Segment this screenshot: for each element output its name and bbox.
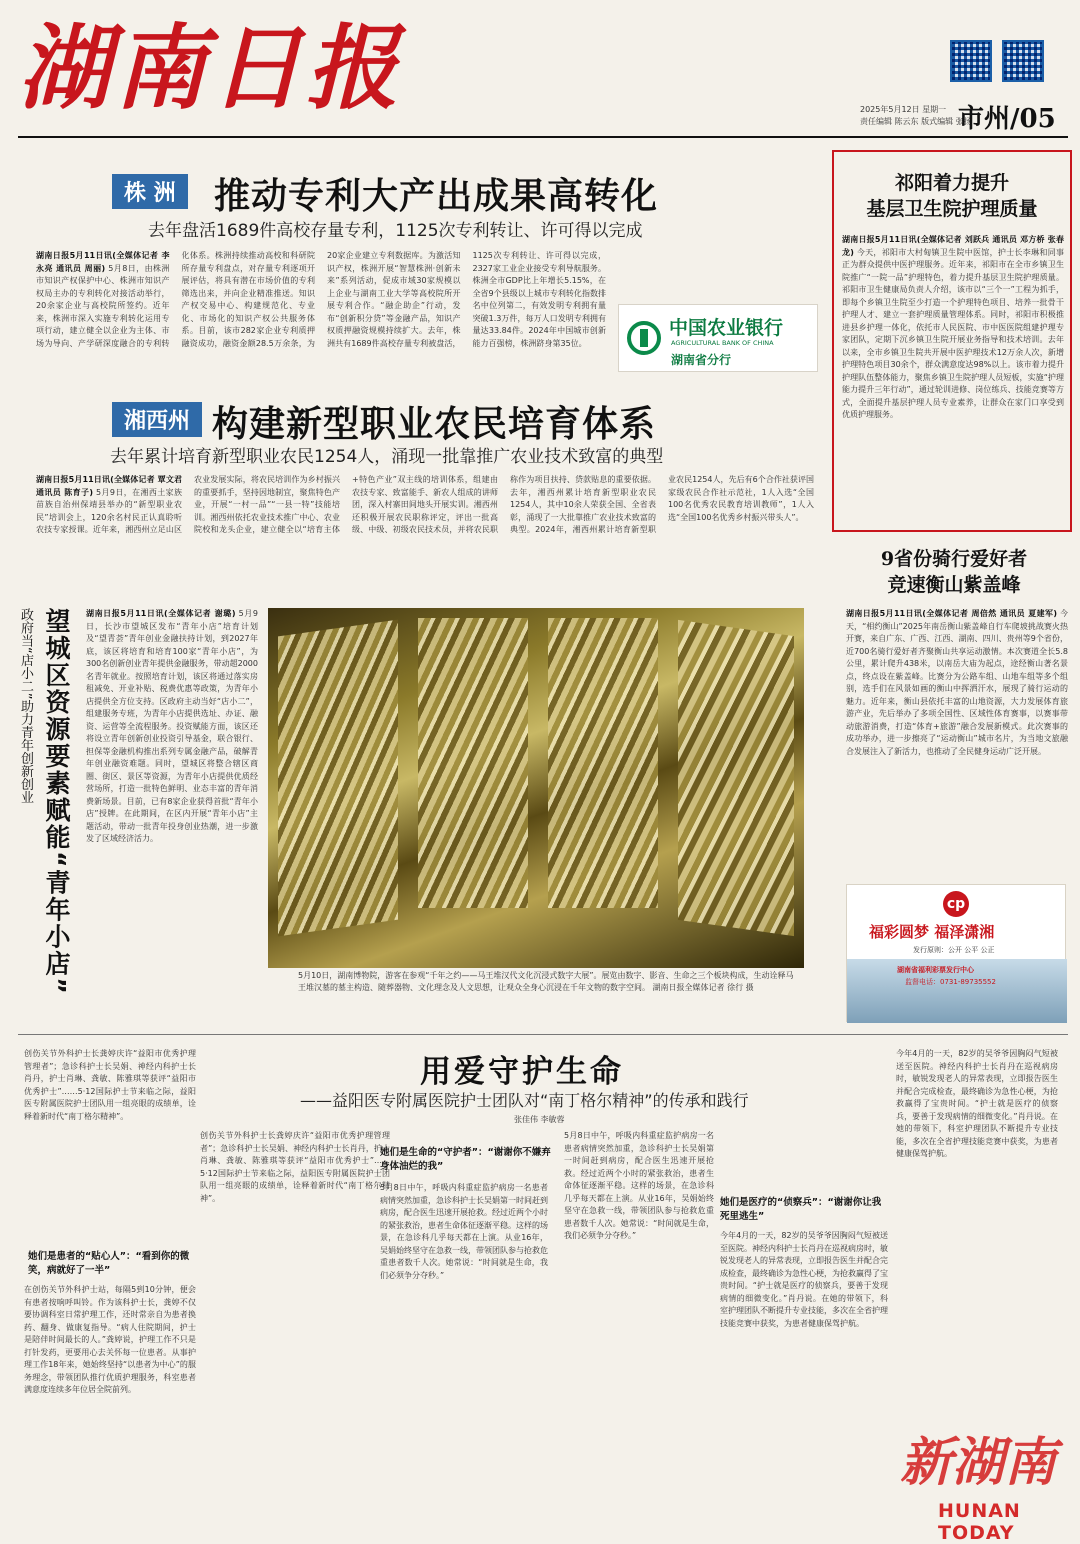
story1-subhead: 去年盘活1689件高校存量专利，1125次专利转让、许可得以完成 bbox=[148, 221, 643, 241]
wangcheng-text: 5月9日，长沙市望城区发布“青年小店”培育计划及“望青荟”青年创业金融扶持计划，到2027年底，该区将培育和培育100家“青年小店”，为300名创新创业青年提供金融服务，带动超2000名青年就业。按照培育计划，该区将通过落实房租减免、开业补贴、税费优惠等政策，为青年小店提供全方位支持。区政府主动当好“店小二”，组建服务专班，为青年小店提供选址、办证、融资、运营等全流程服务。投资赋能方面，该区还将设立青年创新创业投资引导基金，联合银行、担保等金融机构推出系列专属金融产品，破解青年创业融资难题。同时，望城区将整合辖区商圈、街区、景区等资源，为青年小店提供优质经营场所，打造一批特色鲜明、业态丰富的青年消费新场景。目前，已有8家企业获得首批“青年小店”授牌。在此期间，在区内开展“青年小店”主题活动，带动一批青年投身创业热潮，进一步激发了区域经济活力。 bbox=[86, 609, 258, 843]
cycling-text: 今天，“相约衡山”2025年南岳衡山紫盖峰自行车爬坡挑战赛火热开赛，来自广东、广西、江西、湖南、四川、贵州等9个省份，近700名骑行爱好者齐聚衡山共享运动激情。本次赛道全长5.8公里，累计爬升438米，以南岳大庙为起点，途经衡山著名景点，终点设在紫盖峰。比赛分为公路车组、山地车组等多个组别，选手们在风景如画的衡山中挥洒汗水，展现了骑行运动的魅力。近年来，衡山县依托丰富的山地资源，大力发展体育旅游产业，先后举办了多项全国性、区域性体育赛事，以赛事带动旅游消费，打造“体育+旅游”融合发展新模式。此次赛事的成功举办，进一步擦亮了“运动衡山”城市名片，为当地文旅融合发展注入了新活力，也推动了全民健身运动广泛开展。 bbox=[846, 609, 1069, 756]
story1-byline: 湖南日报5月11日讯(全媒体记者 李永亮 通讯员 周丽) bbox=[36, 251, 170, 273]
photo-caption bbox=[298, 970, 798, 1006]
lottery-slogan: 福彩圆梦 福泽潇湘 bbox=[869, 923, 995, 941]
wangcheng-headline: 望城区资源要素赋能“青年小店” bbox=[42, 608, 71, 996]
qiyang-text: 今天，祁阳市大村甸镇卫生院中医馆，护士长李琳和同事正为群众提供中医护理服务。近年来，祁阳市在全市乡镇卫生院推广“一院一品”护理特色，着力提升基层卫生院护理质量。祁阳市卫生健康局负责人介绍，该市以“三个一”工程为抓手，即每个乡镇卫生院至少打造一个护理特色项目、培养一批骨干护理人才、建立一套护理质量管理体系。同时，祁阳市积极推进县乡护理一体化，依托市人民医院、市中医医院组建护理专家团队，定期下沉乡镇卫生院开展业务指导和技术培训。去年以来，全市乡镇卫生院共开展中医护理技术12万余人次，新增护理特色项目30余个，群众满意度达98%以上。该市着力提升护理队伍整体能力，聚焦乡镇卫生院护理人员短板，实施“护理能力提升三年行动”，通过轮训进修、岗位练兵、技能竞赛等方式，全面提升基层护理人员专业素养，让群众在家门口享受到优质护理服务。 bbox=[842, 247, 1065, 419]
masthead-rule bbox=[18, 136, 1068, 138]
lottery-center: 湖南省福利彩票发行中心 bbox=[897, 966, 974, 974]
story1-text: 5月8日，由株洲市知识产权保护中心、株洲市知识产权局主办的专利转化对接活动举行，20余家企业与高校院所签约。近年来，株洲市深入实施专利转化运用专项行动，建立健全以企业为主体、市场为导向、产学研深度融合的专利转化体系。株洲持续推动高校和科研院所存量专利盘点，对存量专利逐项开展评估，将具有潜在市场价值的专利筛选出来，并向企业精准推送。知识产权交易中心、构建规范化、专业化、市场化的知识产权公共服务体系。目前，该市282家企业专利质押融资成功，融资金额28.5万余条，为20家企业建立专利数据库。为激活知识产权，株洲开展“智慧株洲·创新未来”系列活动，促成市域30家规模以上企业与湖南工业大学等高校院所开展专利合作。“融企助企”行动，发布“创新积分贷”等金融产品，知识产权质押融资规模持续扩大。去年，株洲共有1689件高校存量专利被盘活，1125次专利转让、许可得以完成，2327家工业企业接受专利导航服务。株洲全市GDP比上年增长5.15%，在全省9个县级以上城市专利转化指数排名中位列第二，有效发明专利拥有量突破1.3万件，每万人口发明专利拥有量达33.84件。2024年中国城市创新能力百强榜，株洲跻身第35位。 bbox=[36, 251, 606, 348]
qr-code-icon bbox=[950, 40, 992, 82]
story1-headline: 推动专利大产出成果高转化 bbox=[214, 176, 659, 217]
feature-section2-body: 5月8日中午，呼吸内科重症监护病房一名患者病情突然加重，急诊科护士长吴娟第一时间赶到病房，配合医生迅速开展抢救。经过近两个小时的紧张救治，患者生命体征逐渐平稳。这样的场景，在急诊科几乎每天都在上演。从业16年，吴娟始终坚守在急救一线，带领团队参与抢救危重患者数千人次。她常说：“时间就是生命，我们必须争分夺秒。” bbox=[380, 1183, 548, 1280]
lottery-logo-icon: cp bbox=[943, 891, 969, 917]
lottery-hotline: 监督电话：0731-89735552 bbox=[905, 978, 996, 986]
section-page-label: 市州/05 bbox=[958, 104, 1056, 134]
story1-body bbox=[36, 250, 606, 370]
abc-name-cn: 中国农业银行 bbox=[669, 317, 784, 339]
cycling-body bbox=[846, 608, 1068, 872]
story2-headline: 构建新型职业农民培育体系 bbox=[212, 404, 657, 445]
region-tag-xiangxi: 湘西州 bbox=[112, 402, 202, 437]
lottery-issuer: 发行原则：公开 公平 公正 bbox=[913, 946, 995, 954]
xinhunan-watermark: 新湖南 bbox=[900, 1432, 1057, 1493]
feature-column-right: 今年4月的一天，82岁的吴爷爷因胸闷气短被送至医院。神经内科护士长肖丹在巡视病房时，敏锐发现老人的异常表现，立即报告医生并配合完成检查，最终确诊为急性心梗，为抢救赢得了宝贵时间。“护士就是医疗的侦察兵，要善于发现病情的细微变化。”肖丹说。在她的带领下，科室护理团队不断提升专业技能，多次在全省护理技能竞赛中获奖，为患者健康保驾护航。 bbox=[896, 1049, 1058, 1158]
feature-subhead: ——益阳医专附属医院护士团队对“南丁格尔精神”的传承和践行 bbox=[300, 1091, 749, 1110]
feature-column-mid: 5月8日中午，呼吸内科重症监护病房一名患者病情突然加重，急诊科护士长吴娟第一时间赶到病房，配合医生迅速开展抢救。经过近两个小时的紧张救治，患者生命体征逐渐平稳。这样的场景，在急诊科几乎每天都在上演。从业16年，吴娟始终坚守在急救一线，带领团队参与抢救危重患者数千人次。她常说：“时间就是生命，我们必须争分夺秒。” bbox=[564, 1131, 714, 1240]
story2-text: 5月9日，在湘西土家族苗族自治州保靖县举办的“新型职业农民”培训会上，120余名村民正认真聆听农技专家授课。近年来，湘西州立足山区农业发展实际，将农民培训作为乡村振兴的重要抓手，坚持因地制宜，聚焦特色产业，开展“一村一品”“一县一特”技能培训。湘西州依托农业技术推广中心、农业院校和龙头企业，建立健全以“培育主体+特色产业”双主线的培训体系，组建由农技专家、致富能手、新农人组成的讲师团，深入村寨田间地头开展实训。湘西州还积极开展农民职称评定，评出一批高级、中级、初级农民技术员，并将农民职称作为项目扶持、贷款贴息的重要依据。去年，湘西州累计培育新型职业农民1254人，其中10余人荣获全国、全省表彰，涌现了一大批靠推广农业技术致富的典型。2024年，湘西州累计培育新型职业农民1254人，先后有6个合作社获评国家级农民合作社示范社，1人入选“全国100名优秀农民教育培训教师”，1人入选“全国100名优秀乡村振兴带头人”。 bbox=[36, 475, 814, 534]
story2-subhead: 去年累计培育新型职业农民1254人，涌现一批靠推广农业技术致富的典型 bbox=[110, 447, 664, 467]
qiyang-byline: 湖南日报5月11日讯(全媒体记者 刘跃兵 通讯员 邓方桥 张春龙) bbox=[842, 235, 1064, 257]
editors-line: 责任编辑 陈云东 版式编辑 张扬 bbox=[860, 117, 972, 126]
qiyang-story-box bbox=[832, 150, 1072, 532]
region-tag-zhuzhou: 株 洲 bbox=[112, 174, 188, 209]
feature-section1-body: 在创伤关节外科护士站，每隔5到10分钟，便会有患者按响呼叫铃。作为该科护士长，龚婷不仅要协调科室日常护理工作，还时常亲自为患者换药、翻身、做康复指导。“病人住院期间，护士是陪伴时间最长的人。”龚婷说，护理工作不只是打针发药，更要用心去关怀每一位患者。从事护理工作18年来，她始终坚持“以患者为中心”的服务理念，带领团队推行优质护理服务，科室患者满意度连续多年位居全院前列。 bbox=[24, 1285, 196, 1394]
feature-lead-cont bbox=[200, 1130, 390, 1240]
qiyang-body bbox=[842, 234, 1064, 528]
masthead-logo: 湖南日报 bbox=[18, 14, 403, 122]
issue-date: 2025年5月12日 星期一 bbox=[860, 105, 947, 114]
wangcheng-body bbox=[86, 608, 258, 1022]
wangcheng-byline: 湖南日报5月11日讯(全媒体记者 谢璐) bbox=[86, 609, 236, 618]
hunan-today-watermark: HUNAN TODAY bbox=[938, 1500, 1021, 1544]
photo-caption-text: 5月10日，湖南博物院，游客在参观“千年之约——马王堆汉代文化沉浸式数字大展”。展览由数字、影音、生命之三个板块构成，生动诠释马王堆汉墓的墓主构造、随葬器物、文化理念及人文思想，让观众全身心沉浸在千年文物的数字空间。 bbox=[298, 971, 794, 992]
feature-lead-text: 创伤关节外科护士长龚婷庆许“益阳市优秀护理管理者”；急诊科护士长吴娟、神经内科护士长肖丹，护士肖琳、龚敏、陈雅琪等获评“益阳市优秀护士”……5·12国际护士节来临之际，益阳医专附属医院护士团队用一组亮眼的成绩单，诠释着新时代“南丁格尔精神”。 bbox=[200, 1131, 390, 1203]
photo-panel bbox=[548, 618, 658, 908]
feature-section2-head: 她们是生命的“守护者”：“谢谢你不嫌弃身体油烂的我” bbox=[380, 1147, 551, 1172]
welfare-lottery-ad bbox=[846, 884, 1066, 1022]
cycling-headline: 9省份骑行爱好者 竞速衡山紫盖峰 bbox=[880, 548, 1028, 596]
photo-panel bbox=[278, 620, 398, 937]
feature-byline: 张佳伟 李敏蓉 bbox=[514, 1115, 565, 1124]
museum-photo bbox=[268, 608, 804, 968]
qiyang-headline: 祁阳着力提升 基层卫生院护理质量 bbox=[866, 172, 1038, 220]
photo-panel bbox=[418, 618, 528, 908]
story2-body bbox=[36, 474, 814, 586]
feature-lead: 创伤关节外科护士长龚婷庆许“益阳市优秀护理管理者”；急诊科护士长吴娟、神经内科护士长肖丹，护士肖琳、龚敏、陈雅琪等获评“益阳市优秀护士”……5·12国际护士节来临之际，益阳医专附属医院护士团队用一组亮眼的成绩单，诠释着新时代“南丁格尔精神”。 bbox=[24, 1049, 196, 1121]
story2-byline: 湖南日报5月11日讯(全媒体记者 覃文君 通讯员 陈育子) bbox=[36, 475, 182, 497]
abc-bank-ad bbox=[618, 304, 818, 372]
feature-headline: 用爱守护生命 bbox=[420, 1054, 624, 1090]
cycling-byline: 湖南日报5月11日讯(全媒体记者 周倍然 通讯员 夏建军) bbox=[846, 609, 1058, 618]
photo-credit: 湖南日报全媒体记者 徐行 摄 bbox=[652, 983, 754, 992]
abc-branch: 湖南省分行 bbox=[671, 353, 732, 367]
wangcheng-kicker: 政府当“店小二”助力青年创新创业 bbox=[18, 608, 33, 804]
abc-name-en: AGRICULTURAL BANK OF CHINA bbox=[671, 339, 774, 347]
feature-section3-head: 她们是医疗的“侦察兵”：“谢谢你让我死里逃生” bbox=[720, 1197, 882, 1222]
feature-section3-body: 今年4月的一天，82岁的吴爷爷因胸闷气短被送至医院。神经内科护士长肖丹在巡视病房时，敏锐发现老人的异常表现，立即报告医生并配合完成检查，最终确诊为急性心梗，为抢救赢得了宝贵时间。“护士就是医疗的侦察兵，要善于发现病情的细微变化。”肖丹说。在她的带领下，科室护理团队不断提升专业技能，多次在全省护理技能竞赛中获奖，为患者健康保驾护航。 bbox=[720, 1231, 888, 1328]
feature-section1-head: 她们是患者的“贴心人”：“看到你的微笑，病就好了一半” bbox=[28, 1251, 190, 1276]
abc-logo-icon bbox=[627, 321, 661, 355]
section-divider bbox=[18, 1034, 1068, 1035]
photo-panel bbox=[678, 620, 794, 936]
qr-code-icon bbox=[1002, 40, 1044, 82]
